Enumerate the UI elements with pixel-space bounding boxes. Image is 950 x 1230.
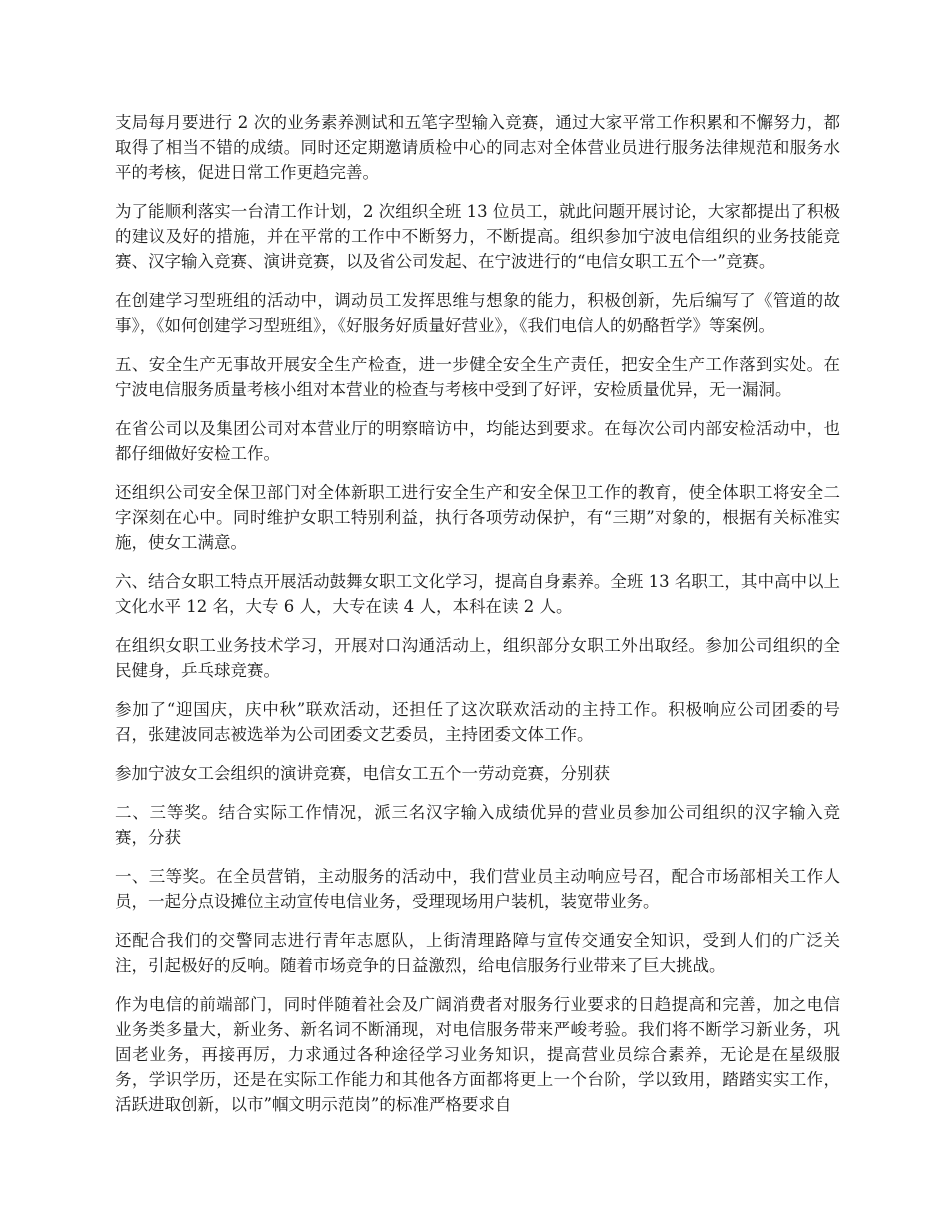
paragraph: 还组织公司安全保卫部门对全体新职工进行安全生产和安全保卫工作的教育，使全体职工将安全二字深刻在心中。同时维护女职工特别利益，执行各项劳动保护，有“三期”对象的，根据有关标准实施，使女工满意。 (115, 483, 840, 552)
paragraph: 参加宁波女工会组织的演讲竞赛，电信女工五个一劳动竞赛，分别获 (115, 764, 610, 783)
paragraph: 一、三等奖。在全员营销，主动服务的活动中，我们营业员主动响应号召，配合市场部相关工作人员，一起分点设摊位主动宣传电信业务，受理现场用户装机，装宽带业务。 (115, 867, 840, 911)
paragraph: 在省公司以及集团公司对本营业厅的明察暗访中，均能达到要求。在每次公司内部安检活动中，也都仔细做好安检工作。 (115, 419, 840, 463)
paragraph: 还配合我们的交警同志进行青年志愿队，上街清理路障与宣传交通安全知识，受到人们的广泛关注，引起极好的反响。随着市场竞争的日益激烈，给电信服务行业带来了巨大挑战。 (115, 931, 840, 975)
paragraph: 五、安全生产无事故开展安全生产检查，进一步健全安全生产责任，把安全生产工作落到实处。在宁波电信服务质量考核小组对本营业的检查与考核中受到了好评，安检质量优异，无一漏洞。 (115, 355, 840, 399)
paragraph: 支局每月要进行 2 次的业务素养测试和五笔字型输入竞赛，通过大家平常工作积累和不懈努力，都取得了相当不错的成绩。同时还定期邀请质检中心的同志对全体营业员进行服务法律规范和服务水平的考核，促进日常工作更趋完善。 (115, 113, 840, 182)
paragraph: 在组织女职工业务技术学习，开展对口沟通活动上，组织部分女职工外出取经。参加公司组织的全民健身，乒乓球竞赛。 (115, 636, 840, 680)
paragraph: 在创建学习型班组的活动中，调动员工发挥思维与想象的能力，积极创新，先后编写了《管道的故事》，《如何创建学习型班组》，《好服务好质量好营业》，《我们电信人的奶酪哲学》等案例。 (115, 291, 840, 335)
document-body (115, 110, 840, 1131)
paragraph: 为了能顺利落实一台清工作计划，2 次组织全班 13 位员工，就此问题开展讨论，大家都提出了积极的建议及好的措施，并在平常的工作中不断努力，不断提高。组织参加宁波电信组织的业务技能竞赛、汉字输入竞赛、演讲竞赛，以及省公司发起、在宁波进行的“电信女职工五个一”竞赛。 (115, 202, 840, 271)
paragraph: 作为电信的前端部门，同时伴随着社会及广阔消费者对服务行业要求的日趋提高和完善，加之电信业务类多量大，新业务、新名词不断涌现，对电信服务带来严峻考验。我们将不断学习新业务，巩固老业务，再接再厉，力求通过各种途径学习业务知识，提高营业员综合素养，无论是在星级服务，学识学历，还是在实际工作能力和其他各方面都将更上一个台阶，学以致用，踏踏实实工作，活跃进取创新，以市”帼文明示范岗”的标准严格要求自 (115, 995, 840, 1114)
paragraph: 参加了“迎国庆，庆中秋”联欢活动，还担任了这次联欢活动的主持工作。积极响应公司团委的号召，张建波同志被选举为公司团委文艺委员，主持团委文体工作。 (115, 700, 840, 744)
paragraph: 六、结合女职工特点开展活动鼓舞女职工文化学习，提高自身素养。全班 13 名职工，其中高中以上文化水平 12 名，大专 6 人，大专在读 4 人，本科在读 2 人。 (115, 572, 840, 616)
paragraph: 二、三等奖。结合实际工作情况，派三名汉字输入成绩优异的营业员参加公司组织的汉字输入竞赛，分获 (115, 803, 840, 847)
